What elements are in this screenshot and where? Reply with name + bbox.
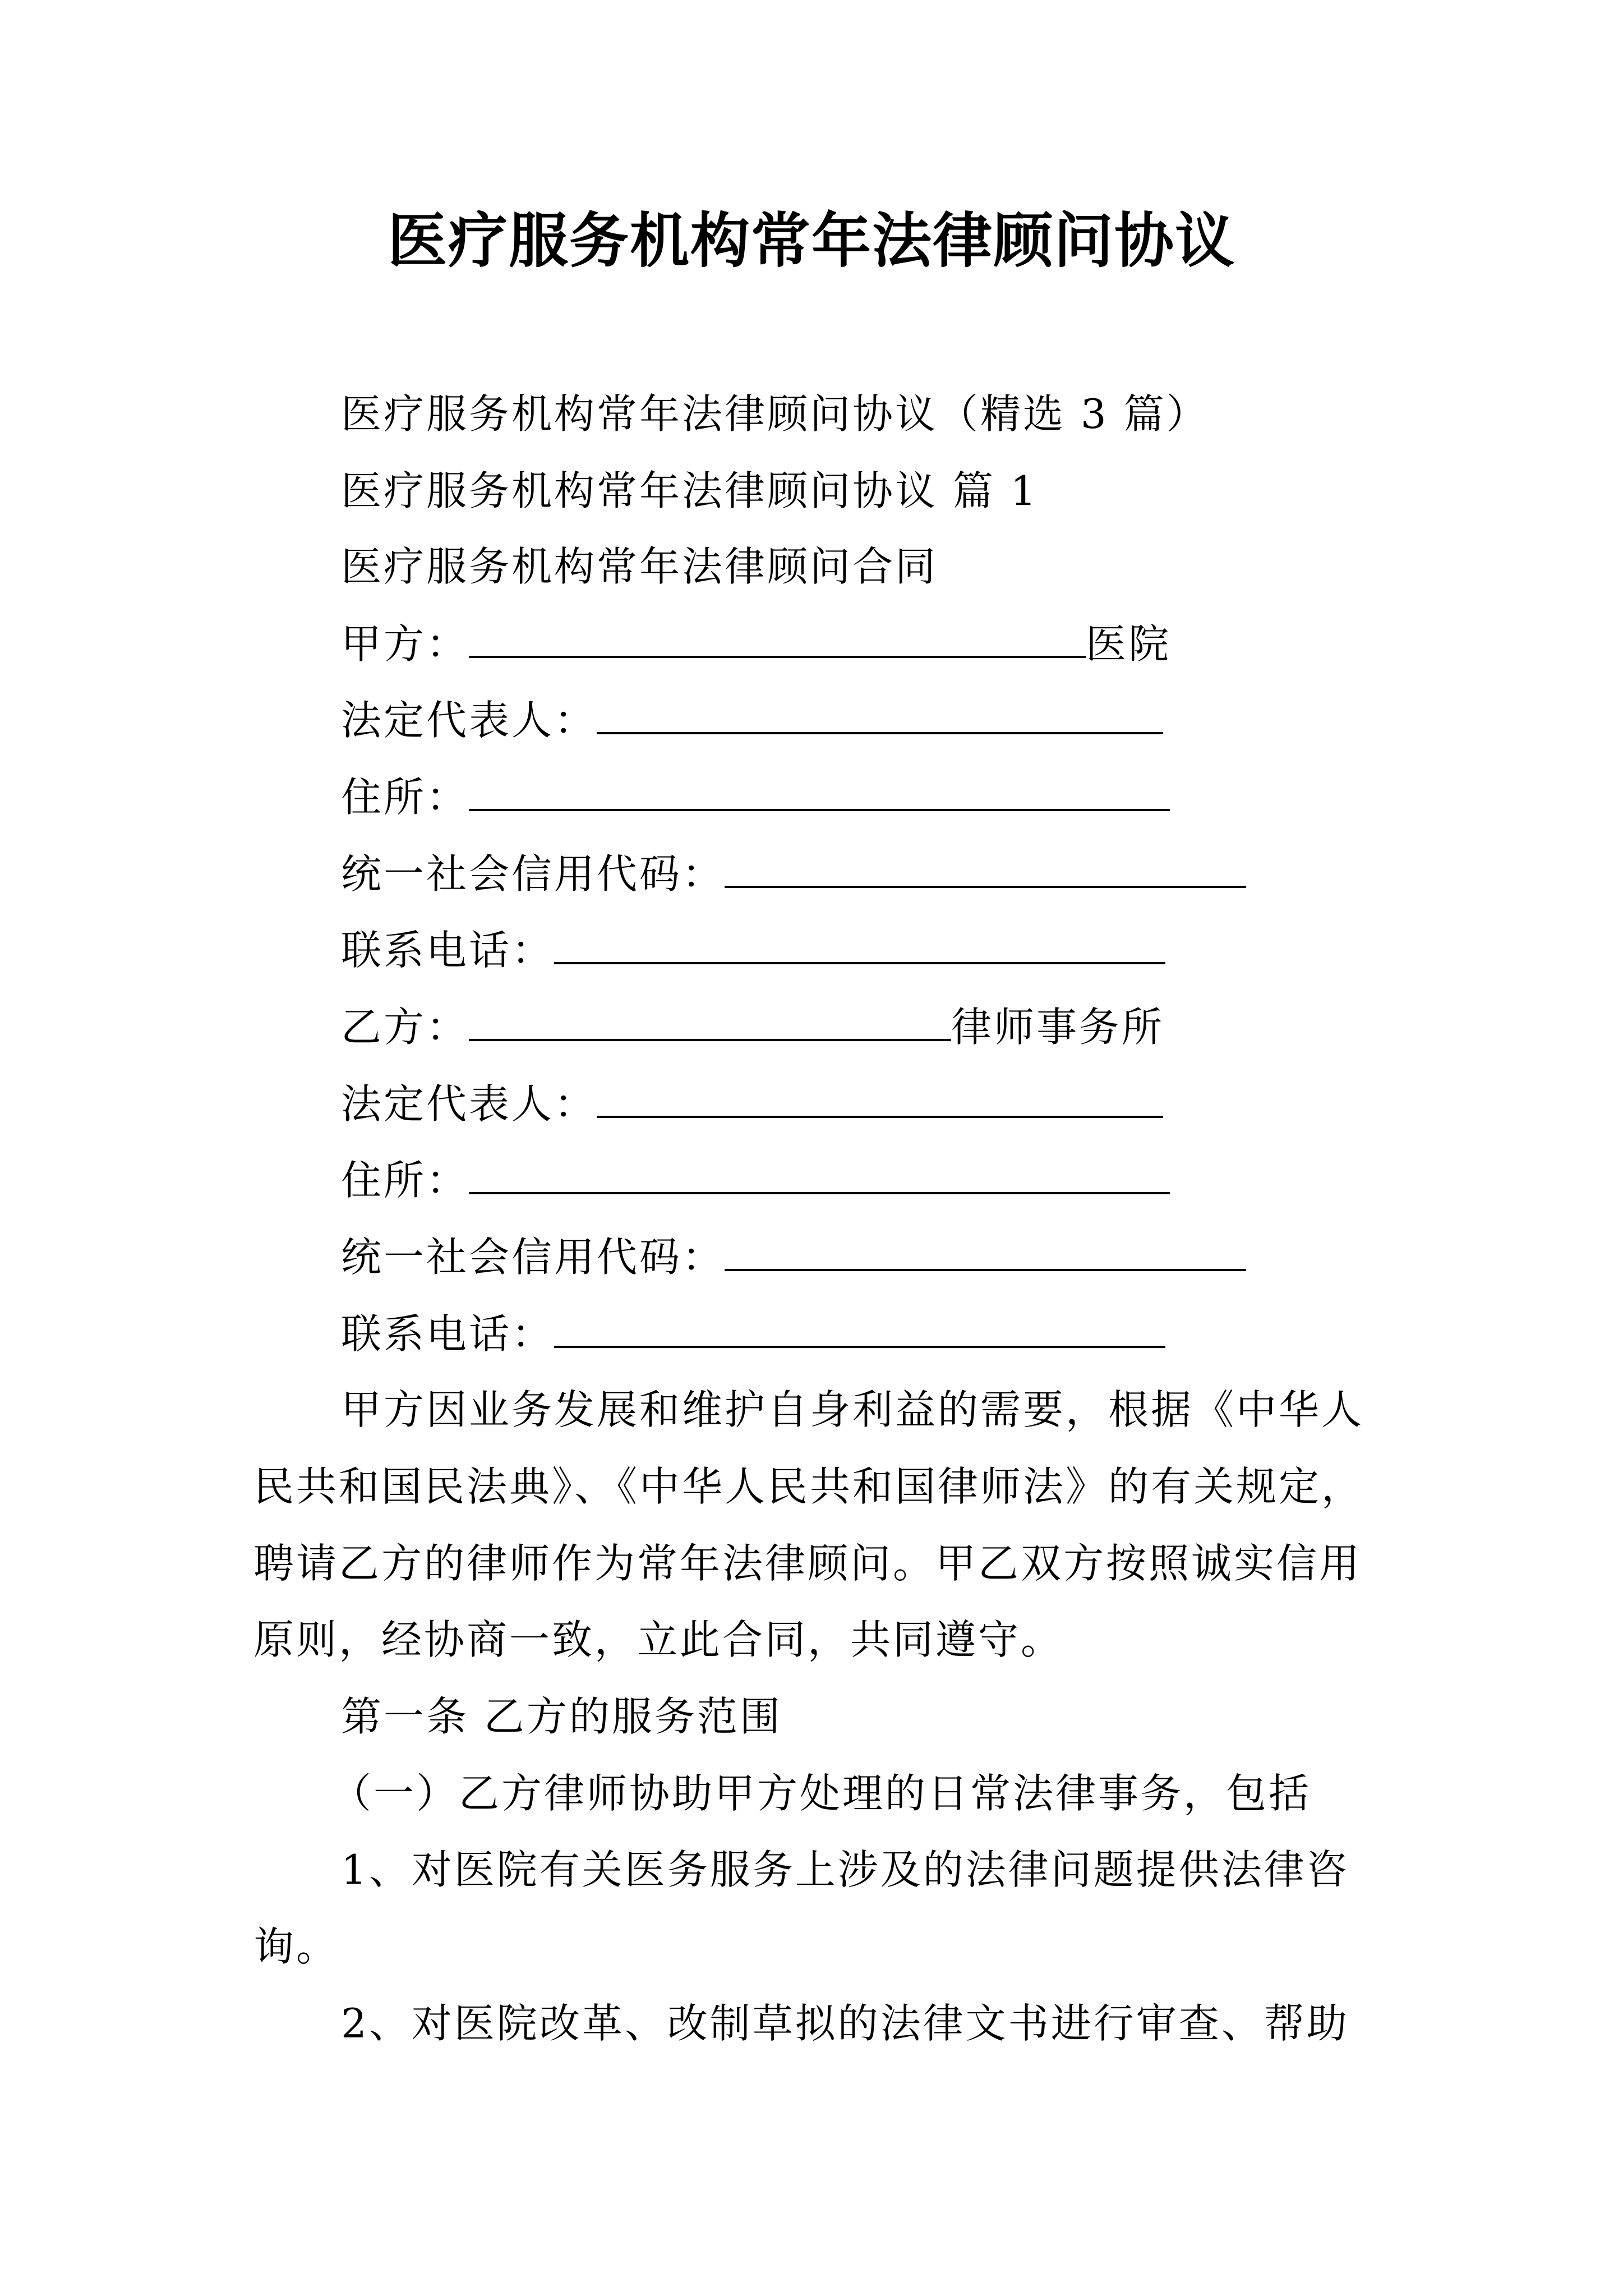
party-b-code-blank[interactable]: [725, 1228, 1246, 1271]
party-a-phone-field: [341, 922, 1165, 978]
party-a-name-blank[interactable]: [469, 615, 1086, 658]
party-a-addr-field: [341, 769, 1170, 825]
item-line: 询。: [253, 1923, 339, 1970]
party-a-addr-blank[interactable]: [469, 769, 1170, 811]
party-b-name-blank[interactable]: [469, 999, 951, 1041]
party-b-field: [341, 999, 1164, 1055]
contract-name: 医疗服务机构常年法律顾问合同: [341, 543, 938, 590]
party-b-phone-field: [341, 1305, 1165, 1361]
party-a-phone-label: 联系电话：: [341, 927, 555, 974]
item-line: 2、对医院改革、改制草拟的法律文书进行审查、帮助: [341, 2000, 1349, 2047]
article-heading: 第一条 乙方的服务范围: [341, 1693, 782, 1740]
party-b-code-label: 统一社会信用代码：: [341, 1234, 725, 1281]
party-a-code-label: 统一社会信用代码：: [341, 850, 725, 898]
party-a-rep-field: [341, 692, 1163, 748]
subtitle-line: 医疗服务机构常年法律顾问协议（精选 3 篇）: [341, 390, 1209, 438]
party-b-addr-blank[interactable]: [469, 1152, 1170, 1194]
preamble-line: 民共和国民法典》、《中华人民共和国律师法》的有关规定，: [253, 1463, 1364, 1510]
party-b-phone-blank[interactable]: [554, 1305, 1165, 1348]
party-b-rep-blank[interactable]: [597, 1075, 1163, 1118]
party-a-code-blank[interactable]: [725, 845, 1246, 888]
part-heading: 医疗服务机构常年法律顾问协议 篇 1: [341, 467, 1039, 514]
preamble-line: 原则，经协商一致，立此合同，共同遵守。: [253, 1616, 1064, 1663]
party-b-label: 乙方：: [341, 1004, 469, 1051]
clause-heading: （一）乙方律师协助甲方处理的日常法律事务，包括: [331, 1770, 1312, 1817]
preamble-line: 甲方因业务发展和维护自身利益的需要，根据《中华人: [341, 1386, 1364, 1433]
party-a-label: 甲方：: [341, 620, 469, 668]
party-b-code-field: [341, 1228, 1246, 1285]
document-title: 医疗服务机构常年法律顾问协议: [388, 206, 1235, 275]
party-a-field: [341, 615, 1171, 671]
item-line: 1、对医院有关医务服务上涉及的法律问题提供法律咨: [341, 1846, 1349, 1893]
party-b-suffix: 律师事务所: [951, 1004, 1165, 1051]
party-a-rep-label: 法定代表人：: [341, 697, 597, 744]
party-b-addr-field: [341, 1152, 1170, 1208]
preamble-line: 聘请乙方的律师作为常年法律顾问。甲乙双方按照诚实信用: [253, 1540, 1362, 1587]
party-a-addr-label: 住所：: [341, 774, 469, 821]
party-a-rep-blank[interactable]: [597, 692, 1163, 734]
party-a-code-field: [341, 845, 1246, 901]
party-b-rep-label: 法定代表人：: [341, 1080, 597, 1128]
party-a-phone-blank[interactable]: [554, 922, 1165, 964]
party-a-suffix: 医院: [1086, 620, 1172, 668]
party-b-phone-label: 联系电话：: [341, 1310, 555, 1358]
party-b-rep-field: [341, 1075, 1163, 1131]
party-b-addr-label: 住所：: [341, 1157, 469, 1204]
